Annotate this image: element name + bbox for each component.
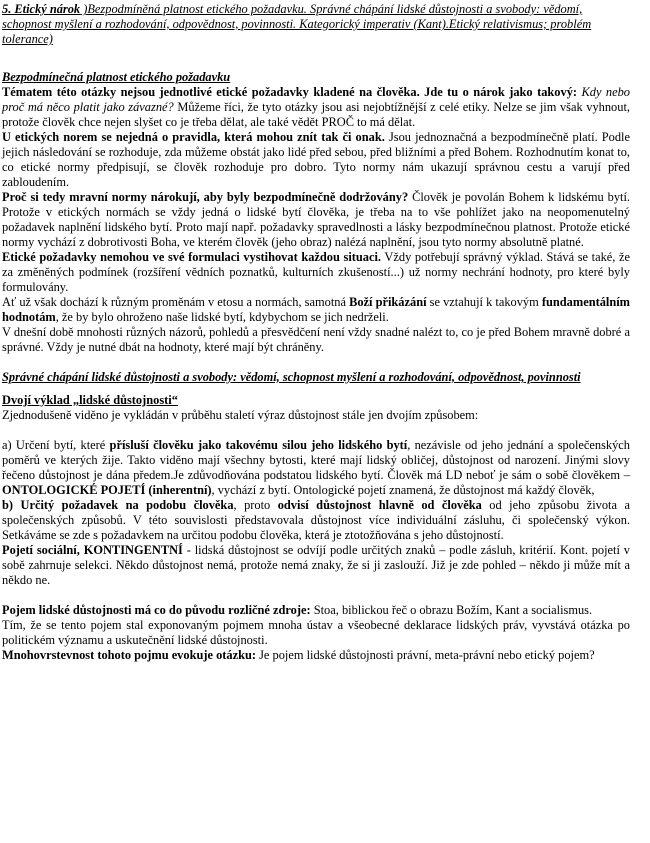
paragraph-4 [2, 250, 630, 295]
paragraph-5-text-c: , že by bylo ohroženo naše lidské bytí, kdybychom se jich nedrželi. [55, 310, 389, 324]
paragraph-e: Tím, že se tento pojem stal exponovaným pojmem mnoha ústav a všeobecné deklarace lidských práv, vyvstává otázka po politickém významu a uskutečnění lidské důstojnosti. [2, 618, 630, 647]
chapter-heading-number: 5. Etický nárok [2, 2, 81, 16]
paragraph-2-bold: U etických norem se nejedná o pravidla, která mohou znít tak či onak. [2, 130, 385, 144]
paragraph-a-bold-2: ONTOLOGICKÉ POJETÍ (inherentní) [2, 483, 212, 497]
paragraph-b [2, 498, 630, 543]
paragraph-b-bold: b) Určitý požadavek na podobu člověka [2, 498, 234, 512]
paragraph-4-text: Vždy potřebují správný výklad. Stává se také, že za změněných podmínek (rozšíření vědních poznatků, kulturních zkušeností...) už normy nechrání hodnoty, pro které byly formulovány. [2, 250, 630, 294]
paragraph-d-bold: Pojem lidské důstojnosti má co do původu rozličné zdroje: [2, 603, 311, 617]
chapter-heading [2, 2, 630, 47]
paragraph-c-text: - lidská důstojnost se odvíjí podle určitých znaků – podle zásluh, kritérií. Kont. pojetí v sobě zahrnuje selekci. Někdo důstojnost nemá, protože nemá znaky, že si ji zaslouží. Již je zde pohled – někdo ji může mít a někdo ne. [2, 543, 630, 587]
subsection-title: Dvojí výklad „lidské důstojnosti“ [2, 393, 178, 407]
paragraph-a-bold: přísluší člověku jako takovému silou jeho lidského bytí [109, 438, 408, 452]
paragraph-3-bold: Proč si tedy mravní normy nárokují, aby byly bezpodmínečně dodržovány? [2, 190, 409, 204]
paragraph-1-text: Můžeme říci, že tyto otázky jsou asi nejobtížnější z celé etiky. Nelze se jim však vyhnout, protože člověk chce nejen slyšet co je třeba dělat, ale také vědět PROČ to má dělat. [2, 100, 630, 129]
paragraph-b-text: , proto [233, 498, 278, 512]
paragraph-d [2, 603, 630, 618]
paragraph-4-bold: Etické požadavky nemohou ve své formulaci vystihovat každou situaci. [2, 250, 382, 264]
paragraph-f [2, 648, 630, 663]
paragraph-2 [2, 130, 630, 190]
chapter-heading-topics: )Bezpodmíněná platnost etického požadavku. Správné chápání lidské důstojnosti a svobody: vědomí, schopnost myšlení a rozhodování, odpovědnost, povinnosti. Kategorický imperativ (Kant).Etický relativismus; problém tolerance) [2, 2, 592, 46]
paragraph-1-italic: Kdy nebo proč má něco platit jako závazné? [2, 85, 630, 114]
paragraph-1-bold: Tématem této otázky nejsou jednotlivé etické požadavky kladené na člověka. Jde tu o nárok jako takový: [2, 85, 582, 99]
paragraph-5-text-b: se vztahují k takovým [426, 295, 542, 309]
paragraph-3-text: Člověk je povolán Bohem k lidskému bytí. Protože v etických normách se vždy jedná o lidské bytí člověka, je třeba na to vše pohlížet jako na neopomenutelný požadavek naplnění lidského bytí. Proto mají např. požadavky spravedlnosti a lásky bezpodmínečnou platnost. Protože etické normy vychází z dobrotivosti Boha, ve kterém člověk (jeho obraz) nalézá naplnění, jsou tyto normy absolutně platné. [2, 190, 630, 249]
section-title-bezpodminecna: Bezpodmínečná platnost etického požadavku [2, 70, 231, 84]
paragraph-1 [2, 85, 630, 130]
intro-line: Zjednodušeně viděno je vykládán v průběhu staletí výraz důstojnost stále jen dvojím způsobem: [2, 408, 479, 422]
paragraph-5-bold-b: fundamentálním hodnotám [2, 295, 631, 324]
paragraph-b-bold-2: odvisí důstojnost hlavně od člověka [277, 498, 482, 512]
paragraph-a [2, 438, 630, 498]
paragraph-a-text-3: , vychází z bytí. Ontologické pojetí znamená, že důstojnost má každý člověk, [211, 483, 595, 497]
paragraph-f-text: Je pojem lidské důstojnosti právní, meta-právní nebo etický pojem? [256, 648, 595, 662]
paragraph-3 [2, 190, 630, 250]
paragraph-5-text-a: Ať už však dochází k různým proměnám v etosu a normách, samotná [2, 295, 350, 309]
paragraph-d-text: Stoa, biblickou řeč o obrazu Božím, Kant a socialismus. [310, 603, 593, 617]
paragraph-c [2, 543, 630, 588]
paragraph-5-bold-a: Boží přikázání [349, 295, 427, 309]
paragraph-f-bold: Mnohovrstevnost tohoto pojmu evokuje otázku: [2, 648, 257, 662]
paragraph-2-text: Jsou jednoznačná a bezpodmínečně platí. Podle jejich následování se rozhoduje, zda můžeme obstát jako lidé před sebou, před bližními a před Bohem. Rozhodnutím konat to, co etické normy předpisují, se člověk rozhoduje pro dobro. Tyto normy nám ukazují správnou cestu a varují před zabloudením. [2, 130, 630, 189]
paragraph-5 [2, 295, 630, 325]
paragraph-6: V dnešní době mnohosti různých názorů, pohledů a přesvědčení není vždy snadné nalézt to, co je před Bohem mravně dobré a správné. Vždy je nutné dbát na hodnoty, které mají být chráněny. [2, 325, 630, 354]
paragraph-a-text-2: , nezávisle od jeho jednání a společenských poměrů ve kterých žije. Takto viděno mají všechny bytosti, které mají lidský obličej, důstojnost od narození. Jinými slovy řečeno důstojnost je dána předem.Je zdůvodňována podstatou lidského bytí. Člověk má LD neboť je sám o sobě člověkem – [2, 438, 630, 482]
paragraph-b-text-2: od jeho způsobu života a společenských způsobů. V této souvislosti představovala důstojnost více individuální zásluhu, či společenský výkon. Setkáváme se zde s požadavkem na určitou podobu člověka, která je ztotožňována s jeho důstojností. [2, 498, 630, 542]
paragraph-a-text: a) Určení bytí, které [2, 438, 110, 452]
paragraph-c-bold: Pojetí sociální, KONTINGENTNÍ [2, 543, 183, 557]
section-title-dustojnost: Správné chápání lidské důstojnosti a svobody: vědomí, schopnost myšlení a rozhodování, odpovědnost, povinnosti [2, 370, 581, 384]
